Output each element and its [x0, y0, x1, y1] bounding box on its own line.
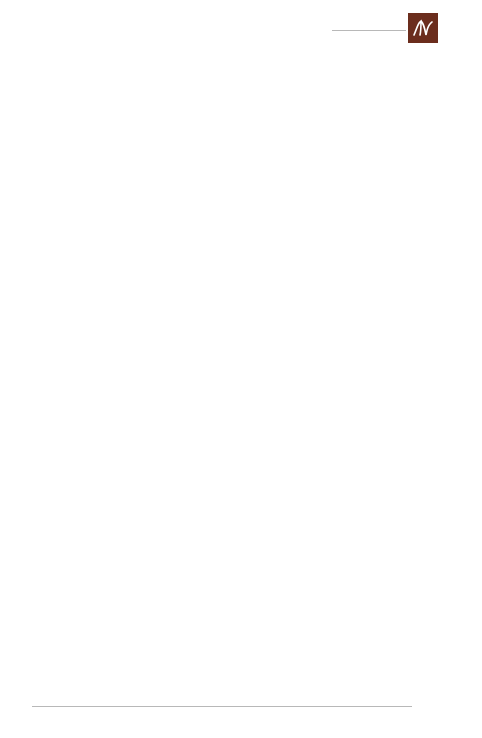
logo-mark-icon	[412, 18, 434, 38]
header-rule	[332, 30, 406, 31]
footer-rule	[32, 706, 412, 707]
document-body	[62, 80, 424, 112]
journal-logo	[408, 13, 438, 43]
